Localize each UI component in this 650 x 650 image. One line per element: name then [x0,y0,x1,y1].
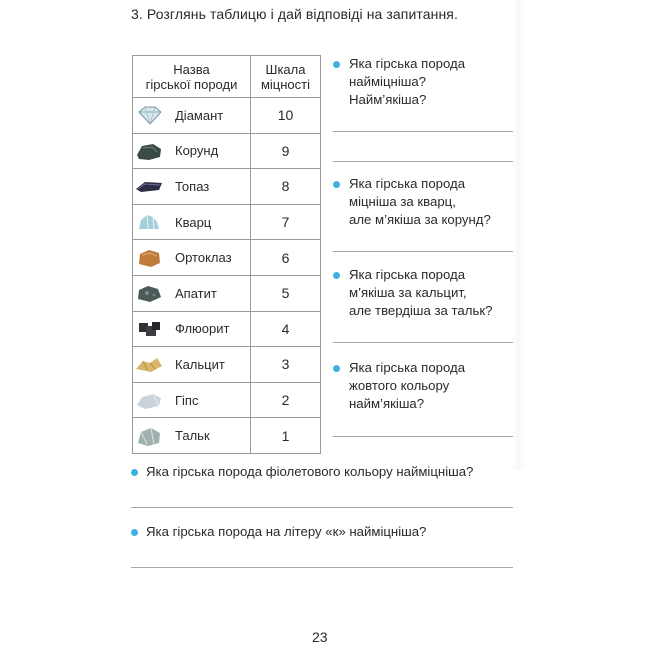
answer-line-1a[interactable] [333,131,513,132]
talc-icon [133,424,165,448]
mineral-name: Корунд [175,143,219,159]
answer-line-6[interactable] [131,567,513,568]
table-row [133,133,321,169]
hardness-value: 2 [251,382,321,418]
mineral-cell [133,240,251,276]
hardness-value: 3 [251,347,321,383]
mohs-hardness-table [132,55,321,454]
header-rock-name: Назва гірської породи [133,56,251,98]
question-1: Яка гірська порода найміцніша? Найм’якіша? [349,56,466,107]
hardness-value: 10 [251,98,321,134]
task-title: 3. Розглянь таблицю і дай відповіді на запитання. [131,6,458,22]
question-bullet [333,181,340,188]
hardness-value: 6 [251,240,321,276]
table-row [133,275,321,311]
mineral-name: Топаз [175,178,210,194]
question-bullet [131,529,138,536]
mineral-cell [133,169,251,205]
question-bullet [333,365,340,372]
question-4: Яка гірська порода жовтого кольору найм’якіша? [349,360,466,411]
mineral-cell [133,382,251,418]
topaz-icon [133,174,165,198]
page-number: 23 [312,629,328,645]
gypsum-icon [133,388,165,412]
question-bullet [333,61,340,68]
answer-line-1b[interactable] [333,161,513,162]
question-5: Яка гірська порода фіолетового кольору найміцніша? [146,464,474,479]
question-2: Яка гірська порода міцніша за кварц, але м’якіша за корунд? [349,176,491,227]
header-hardness-scale: Шкала міцності [251,56,321,98]
hardness-value: 8 [251,169,321,205]
mineral-cell [133,204,251,240]
mineral-cell [133,275,251,311]
mineral-name: Апатит [175,285,217,301]
page-fold-shadow [512,0,526,470]
mineral-cell [133,98,251,134]
mineral-cell [133,311,251,347]
diamond-icon [133,103,165,127]
mineral-name: Гіпс [175,392,199,408]
hardness-value: 7 [251,204,321,240]
question-3: Яка гірська порода м’якіша за кальцит, але твердіша за тальк? [349,267,493,318]
table-row [133,382,321,418]
answer-line-5[interactable] [131,507,513,508]
answer-line-2[interactable] [333,251,513,252]
apatite-icon [133,281,165,305]
table-row [133,347,321,383]
table-row [133,204,321,240]
table-row [133,311,321,347]
table-row [133,98,321,134]
question-6: Яка гірська порода на літеру «к» найміцніша? [146,524,427,539]
hardness-value: 1 [251,418,321,454]
answer-line-4[interactable] [333,436,513,437]
answer-line-3[interactable] [333,342,513,343]
question-bullet [131,469,138,476]
quartz-icon [133,210,165,234]
mineral-cell [133,133,251,169]
hardness-value: 9 [251,133,321,169]
calcite-icon [133,352,165,376]
table-row [133,169,321,205]
mineral-name: Діамант [175,107,224,123]
mineral-name: Флюорит [175,321,230,337]
mineral-cell [133,418,251,454]
fluorite-icon [133,317,165,341]
mineral-name: Тальк [175,428,210,444]
mineral-cell [133,347,251,383]
mineral-name: Кальцит [175,356,225,372]
hardness-value: 4 [251,311,321,347]
table-row [133,240,321,276]
mineral-name: Ортоклаз [175,250,232,266]
orthoclase-icon [133,246,165,270]
question-bullet [333,272,340,279]
corundum-icon [133,139,165,163]
mineral-name: Кварц [175,214,212,230]
table-row [133,418,321,454]
hardness-value: 5 [251,275,321,311]
